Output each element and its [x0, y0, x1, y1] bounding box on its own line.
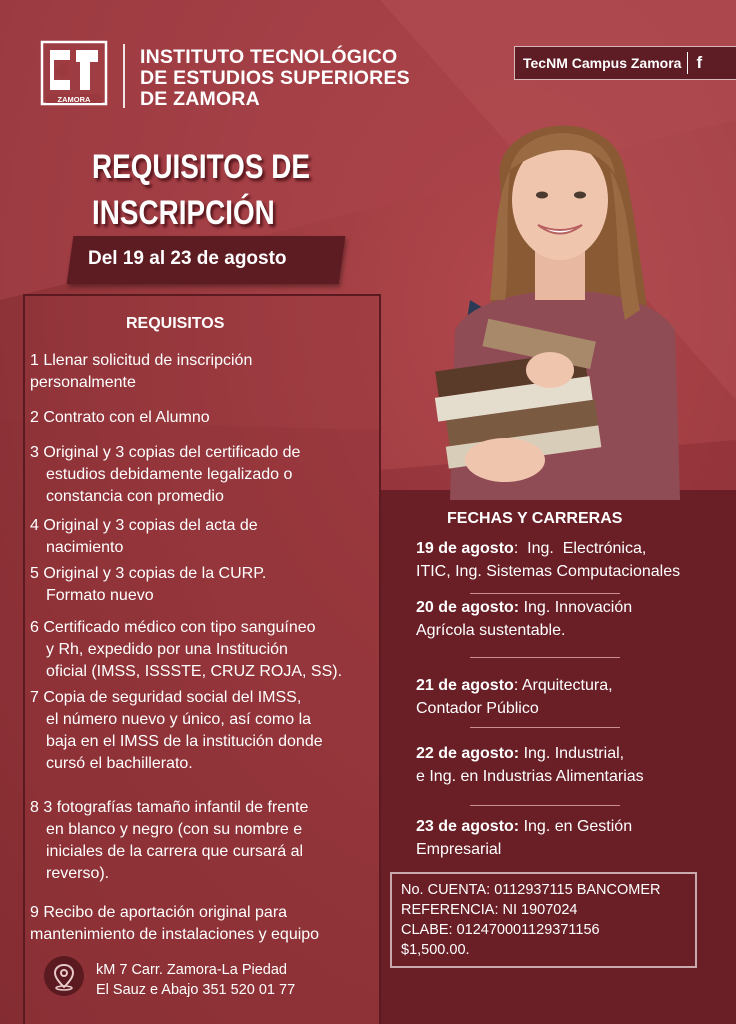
fecha-carrera: Ing. Industrial, [519, 745, 625, 762]
requisito-item [30, 515, 375, 559]
fecha-carrera: Ing. Innovación [519, 599, 633, 616]
logo-text: ZAMORA [57, 95, 91, 104]
payment-info-box [390, 872, 697, 968]
requisito-line: baja en el IMSS de la institución donde [46, 733, 323, 750]
fecha-item [416, 815, 726, 861]
requisito-line: 8 3 fotografías tamaño infantil de frente [30, 799, 309, 816]
fecha-date: 22 de agosto: [416, 745, 520, 762]
fecha-line-2: e Ing. en Industrias Alimentarias [416, 768, 644, 785]
fecha-line-1 [416, 815, 726, 838]
requisito-item [30, 442, 375, 508]
address-line-1: kM 7 Carr. Zamora-La Piedad [96, 962, 287, 978]
fecha-date: 23 de agosto: [416, 818, 520, 835]
fecha-divider [470, 657, 620, 658]
requisito-item [30, 563, 375, 607]
fecha-line-2: Empresarial [416, 841, 502, 858]
cuenta-line: No. CUENTA: 0112937115 BANCOMER [401, 882, 661, 898]
requisito-item [30, 902, 375, 946]
fecha-item [416, 537, 726, 583]
requisito-line: 9 Recibo de aportación original para [30, 904, 288, 921]
requisito-item [30, 350, 375, 394]
fecha-date: 19 de agosto [416, 540, 514, 557]
location-pin-icon [44, 956, 84, 996]
institution-line: INSTITUTO TECNOLÓGICO [140, 46, 398, 68]
fecha-line-1 [416, 674, 726, 697]
requisito-line: cursó el bachillerato. [46, 755, 193, 772]
requisito-line: personalmente [30, 374, 136, 391]
requisitos-heading: REQUISITOS [126, 315, 225, 332]
requisito-line: Formato nuevo [46, 587, 154, 604]
requisito-line: oficial (IMSS, ISSSTE, CRUZ ROJA, SS). [46, 663, 343, 680]
fecha-item [416, 742, 726, 788]
page-title [92, 144, 310, 236]
requisito-line: 4 Original y 3 copias del acta de [30, 517, 258, 534]
fecha-line-1 [416, 537, 726, 560]
institute-logo [40, 40, 108, 106]
requisito-line: iniciales de la carrera que cursará al [46, 843, 304, 860]
facebook-page-tag[interactable] [514, 46, 736, 80]
requisito-line: mantenimiento de instalaciones y equipo [30, 926, 320, 943]
requisito-line: constancia con promedio [46, 488, 224, 505]
requisito-line: nacimiento [46, 539, 124, 556]
date-range: Del 19 al 23 de agosto [88, 248, 287, 269]
fecha-divider [470, 805, 620, 806]
requisito-line: el número nuevo y único, así como la [46, 711, 312, 728]
requisito-line: 2 Contrato con el Alumno [30, 409, 210, 426]
fecha-carrera: : Arquitectura, [513, 677, 613, 694]
institution-name [140, 47, 410, 110]
student-photo [410, 100, 710, 500]
requisito-line: estudios debidamente legalizado o [46, 466, 293, 483]
fecha-line-1 [416, 596, 726, 619]
requisito-item [30, 687, 375, 775]
clabe-line: CLABE: 012470001129371156 [401, 922, 600, 938]
header-divider [123, 44, 125, 108]
requisito-line: 6 Certificado médico con tipo sanguíneo [30, 619, 316, 636]
fecha-item [416, 596, 726, 642]
requisito-line: en blanco y negro (con su nombre e [46, 821, 303, 838]
fecha-carrera: : Ing. Electrónica, [513, 540, 647, 557]
requisito-line: 1 Llenar solicitud de inscripción [30, 352, 253, 369]
title-line-2: INSCRIPCIÓN [92, 194, 275, 232]
fecha-line-2: Contador Público [416, 700, 539, 717]
fecha-carrera: Ing. en Gestión [519, 818, 633, 835]
address [96, 960, 295, 1000]
requisito-item [30, 617, 375, 683]
requisito-line: reverso). [46, 865, 110, 882]
monto-line: $1,500.00. [401, 942, 470, 958]
fecha-date: 21 de agosto [416, 677, 514, 694]
institution-line: DE ZAMORA [140, 88, 260, 110]
requisito-line: 5 Original y 3 copias de la CURP. [30, 565, 267, 582]
social-separator [687, 52, 688, 74]
fecha-divider [470, 593, 620, 594]
requisito-line: y Rh, expedido por una Institución [46, 641, 288, 658]
fecha-item [416, 674, 726, 720]
fecha-divider [470, 727, 620, 728]
address-line-2: El Sauz e Abajo 351 520 01 77 [96, 982, 296, 998]
title-line-1: REQUISITOS DE [92, 148, 310, 186]
requisito-line: 3 Original y 3 copias del certificado de [30, 444, 301, 461]
referencia-line: REFERENCIA: NI 1907024 [401, 902, 578, 918]
fecha-line-2: Agrícola sustentable. [416, 622, 566, 639]
fecha-date: 20 de agosto: [416, 599, 520, 616]
requisito-line: 7 Copia de seguridad social del IMSS, [30, 689, 302, 706]
fechas-heading: FECHAS Y CARRERAS [447, 510, 623, 527]
social-label: TecNM Campus Zamora [523, 55, 682, 71]
requisito-item [30, 797, 375, 885]
requisito-item [30, 407, 375, 429]
institution-line: DE ESTUDIOS SUPERIORES [140, 67, 410, 89]
facebook-icon: f [696, 53, 703, 72]
fecha-line-1 [416, 742, 726, 765]
fecha-line-2: ITIC, Ing. Sistemas Computacionales [416, 563, 681, 580]
